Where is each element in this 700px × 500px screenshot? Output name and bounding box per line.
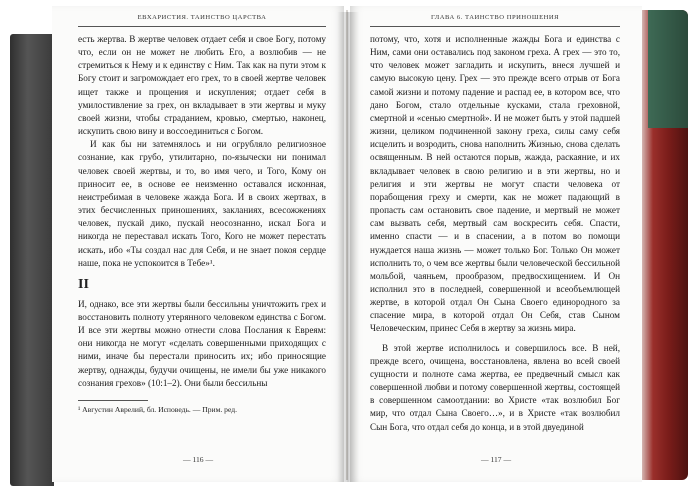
left-body-text (78, 33, 326, 390)
left-paragraph-1: есть жертва. В жертве человек отдает себя и свое Богу, потому что, если он не может не любить Его, а возлюбив — не стремиться к Нему и к единству с Ним. Так как на пути этом к Богу стоит и загромождает его грех, то в своей жертве человек ищет также и прощения и искупления; отдает себя в умилостивление за грех, он вкладывает в эти жертвы и муку своей жизни, чтобы страданием, кровью, смертью, наконец, искупить свою вину и воссоединиться с Богом. (78, 34, 326, 137)
book-cover-right-edge (638, 10, 688, 480)
left-paragraph-3: И, однако, все эти жертвы были бессильны уничтожить грех и восстановить полноту утерянного человеком единства с Богом. И все эти жертвы можно отнести слова Послания к Евреям: они никогда не могут «сделать совершенными приходящих с ними, иначе бы перестали приносить их; ибо приносящие жертву, однажды, будучи очищены, не имели бы уже никакого сознания грехов» (10:1–2). Они были бессильны (78, 298, 326, 388)
footnote-rule (78, 400, 148, 401)
right-body-text (370, 33, 620, 434)
book-cover-left-edge (10, 34, 54, 486)
right-paragraph-2: В этой жертве исполнилось и совершилось все. В ней, прежде всего, очищена, восстановлена, явлена во всей своей сущности и полноте сама жертва, ее предвечный смысл как совершенной любви и потому совершенной жертвы, состоящей в совершенном самоотдании: во Христе «так возлюбил Бог мир, что отдал Сына Своего…», и в Христе «так возлюбил Сын Бога, что отдал себя до конца, и в этой двуединой (370, 342, 620, 432)
left-page (52, 6, 344, 482)
right-paragraph-1: потому, что, хотя и исполненные жажды Бога и единства с Ним, сами они оставались под законом греха. А грех — это то, что человек может загладить и искупить, внеся лучшей и самую высокую цену. Грех — это прежде всего отрыв от Бога самой жизни и потому падение и распад ее, в котором все, что дано Богом, стало отдельные кусками, стала греховной, смертной и «сенью смертной». И не может быть у этой падшей жизни, целиком подчиненной закону греха, силы саму себя исцелить и возродить, снова наполнить Жизнью, снова сделать освященным. В ней остаются порыв, жажда, раскаяние, и их вкладывает человек в свою религию и в эти жертвы, но и религия и эти жертвы не могут спасти человека от порабощения греху и смерти, как не может падающий в пропасть сам остановить свое падение, и мертвый не может сам вызвать себя, мертвый сам воскресить себя. Спасти, именно спасти — и в спасении, а в потом во помощи нуждается наша жизнь — может только Бог. Только Он может исполнить то, о чем все жертвы были человеческой бессильной мольбой, чаяньем, прообразом, предвосхищением. И Он исполнил это в последней, совершенной и всеобъемлющей жертве, в которой отдал Он Сына Своего единородного за спасение мира, в которой отдал Он Себя, став Сыном Человеческим, принес Себя в жертву за жизнь мира. (370, 34, 620, 334)
gutter (346, 10, 348, 480)
left-running-rule (78, 26, 326, 27)
left-paragraph-2: И как бы ни затемнялось и ни огрубляло религиозное сознание, как грубо, утилитарно, по-язычески ни понимал человек своей жертвы, и то, во имя чего, и Того, Кому он приносит ее, в основе ее неизменно оставался исконная, неистребимая в человеке жажда Бога. И в своих жертвах, в этих бесчисленных приношениях, закланиях, всесожжениях человек, пускай дико, пускай неосознанно, искал Бога и никогда не переставал искать Того, Кого не может перестать искать, ибо «Ты создал нас для Себя, и не знает покоя сердце наше, пока не успокоится в Тебе»¹. (78, 139, 326, 268)
right-running-rule (370, 26, 620, 27)
book-cover-green-band (648, 10, 688, 128)
right-running-head: ГЛАВА 6. ТАИНСТВО ПРИНОШЕНИЯ (430, 14, 560, 21)
left-page-number: — 116 — (182, 455, 214, 464)
right-page (350, 6, 642, 482)
footnote: ¹ Августин Аврелий, бл. Исповедь. — Прим. ред. (78, 404, 238, 414)
section-mark: II (78, 276, 89, 292)
right-page-number: — 117 — (480, 455, 512, 464)
left-running-head: ЕВХАРИСТИЯ. ТАИНСТВО ЦАРСТВА (137, 14, 267, 21)
